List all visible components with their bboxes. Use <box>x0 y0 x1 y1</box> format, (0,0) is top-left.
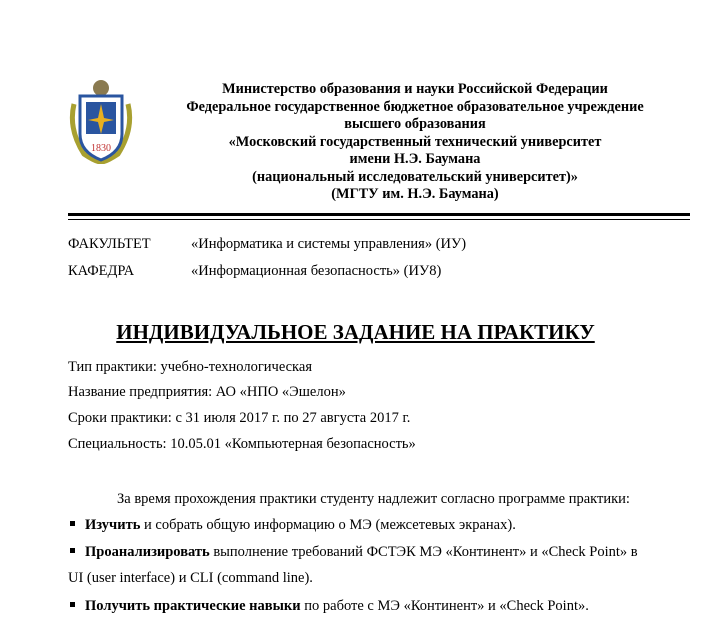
task-verb: Изучить <box>85 517 141 533</box>
header-line: «Московский государственный технический университет <box>228 133 602 150</box>
bullet-icon <box>70 521 75 526</box>
task-verb: Получить практические навыки <box>85 598 301 614</box>
svg-text:1830: 1830 <box>91 143 111 154</box>
task-item <box>70 598 589 615</box>
divider <box>68 213 690 216</box>
bullet-icon <box>70 602 75 607</box>
faculty-value: «Информатика и системы управления» (ИУ) <box>191 236 467 252</box>
header-line: Федеральное государственное бюджетное образовательное учреждение <box>186 98 644 115</box>
header-line: (национальный исследовательский университет)» <box>252 168 578 185</box>
document-title: ИНДИВИДУАЛЬНОЕ ЗАДАНИЕ НА ПРАКТИКУ <box>116 320 595 344</box>
task-text: по работе с МЭ «Континент» и «Check Point». <box>300 598 589 614</box>
practice-dates: Сроки практики: с 31 июля 2017 г. по 27 августа 2017 г. <box>68 410 411 426</box>
intro-text: За время прохождения практики студенту надлежит согласно программе практики: <box>117 491 630 507</box>
task-text: и собрать общую информацию о МЭ (межсетевых экранах). <box>140 517 516 533</box>
task-item <box>70 517 516 534</box>
task-item <box>70 544 638 561</box>
task-text: выполнение требований ФСТЭК МЭ «Континент» и «Check Point» в <box>209 544 638 560</box>
ministry-header <box>150 81 680 204</box>
faculty-label: ФАКУЛЬТЕТ <box>68 236 151 252</box>
header-line: имени Н.Э. Баумана <box>349 151 481 167</box>
department-value: «Информационная безопасность» (ИУ8) <box>191 263 442 279</box>
task-verb: Проанализировать <box>85 544 210 560</box>
task-continuation: UI (user interface) и CLI (command line). <box>68 570 313 586</box>
header-line: высшего образования <box>344 116 486 132</box>
bullet-icon <box>70 548 75 553</box>
department-label: КАФЕДРА <box>68 263 135 279</box>
header-line: (МГТУ им. Н.Э. Баумана) <box>331 186 499 202</box>
specialty: Специальность: 10.05.01 «Компьютерная безопасность» <box>68 436 416 452</box>
divider <box>68 219 690 220</box>
university-logo <box>66 74 136 164</box>
header-line: Министерство образования и науки Российской Федерации <box>222 81 608 97</box>
company-name: Название предприятия: АО «НПО «Эшелон» <box>68 384 346 400</box>
practice-type: Тип практики: учебно-технологическая <box>68 359 312 375</box>
